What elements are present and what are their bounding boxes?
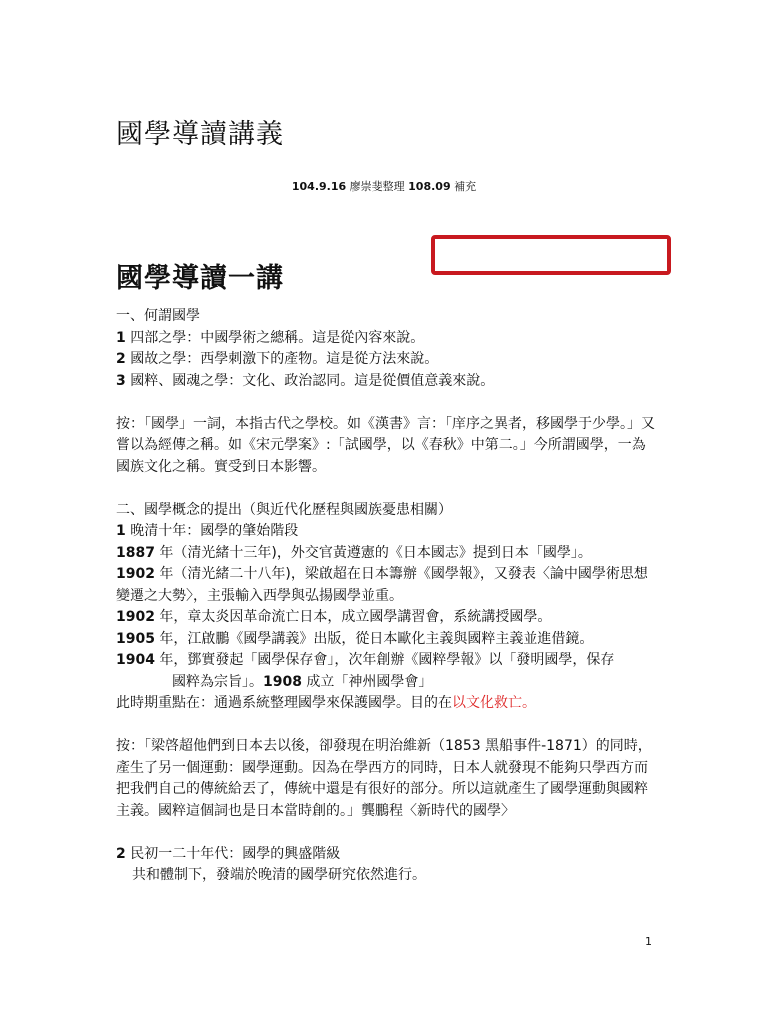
section-title: 國學導讀一講 [116,263,284,294]
event-text: 年（清光緒十三年)，外交官黃遵憲的《日本國志》提到日本「國學」。 [154,544,592,561]
part1-note: 按：「國學」一詞，本指古代之學校。如《漢書》言：「庠序之異者，移國學于少學。」又嘗以為經傳之稱。如《宋元學案》:「試國學，以《春秋》中第二。」今所謂國學，一為國族文化之稱。實受到日本影響。 [116,415,655,475]
event-cont-text: 成立「神州國學會」 [301,673,433,690]
event-year: 1902 [116,609,155,625]
part1-heading: 一、何謂國學 [116,308,200,324]
event-text: 年，江啟鵬《國學講義》出版，從日本歐化主義與國粹主義並進借鏡。 [154,630,594,647]
byline [0,178,768,194]
part2-heading: 二、國學概念的提出（與近代化歷程與國族憂患相關） [116,501,452,518]
event-item [116,607,656,629]
part2-sub2 [116,844,656,866]
spacer [116,478,656,500]
spacer [116,822,656,844]
part1-item [116,328,656,350]
focus-highlight: 以文化救亡 [452,695,522,711]
event-continuation [116,672,656,694]
event-cont-text: 國粹為宗旨」。 [172,673,263,690]
event-year: 1908 [263,673,302,690]
event-item [116,650,656,672]
document-title: 國學導讀講義 [116,119,284,150]
focus-end: 。 [522,695,536,711]
item-text: 國粹、國魂之學：文化、政治認同。這是從價值意義來說。 [125,372,495,389]
item-number: 2 [116,351,126,367]
event-year: 1887 [116,544,155,561]
red-highlight-box [431,235,671,275]
byline-suffix: 補充 [450,180,477,193]
sub-number: 2 [116,845,126,862]
item-text: 四部之學：中國學術之總稱。這是從內容來說。 [125,329,425,346]
sub-text: 晚清十年：國學的肇始階段 [125,523,299,539]
item-number: 1 [116,329,126,346]
byline-author: 廖崇斐整理 [346,180,409,193]
event-item [116,564,656,607]
page-number: 1 [645,935,652,948]
part1-item [116,371,656,393]
focus-text: 此時期重點在：通過系統整理國學來保護國學。目的在 [116,695,452,711]
byline-revision: 108.09 [408,180,451,193]
part2-note: 按：「梁啓超他們到日本去以後，卻發現在明治維新（1853 黑船事件-1871）的同時，產生了另一個運動：國學運動。因為在學西方的同時，日本人就發現不能夠只學西方而把我們自己的傳統給丟了，傳統中還是有很好的部分。所以這就產生了國學運動與國粹主義。國粹這個詞也是日本當時創的。」龔鵬程〈新時代的國學〉 [116,738,652,819]
event-text: 年，鄧實發起「國學保存會」，次年創辦《國粹學報》以「發明國學，保存 [154,652,615,668]
part2-sub2-body: 共和體制下，發端於晚清的國學研究依然進行。 [132,867,426,883]
event-year: 1905 [116,630,155,647]
spacer [116,715,656,737]
event-year: 1904 [116,652,155,668]
event-item [116,543,656,565]
event-year: 1902 [116,566,155,582]
sub-number: 1 [116,523,126,539]
part1-item [116,349,656,371]
focus-line [116,693,656,715]
event-item [116,629,656,651]
item-number: 3 [116,372,126,389]
spacer [116,392,656,414]
sub-text: 民初一二十年代：國學的興盛階級 [125,845,341,862]
event-text: 年，章太炎因革命流亡日本，成立國學講習會，系統講授國學。 [154,609,552,625]
part2-sub1 [116,521,656,543]
item-text: 國故之學：西學刺激下的產物。這是從方法來說。 [125,351,439,367]
byline-date: 104.9.16 [291,180,347,193]
event-text: 年（清光緒二十八年)，梁啟超在日本籌辦《國學報》，又發表〈論中國學術思想變遷之大勢〉，主張輸入西學與弘揚國學並重。 [116,566,648,604]
document-body [116,306,656,887]
